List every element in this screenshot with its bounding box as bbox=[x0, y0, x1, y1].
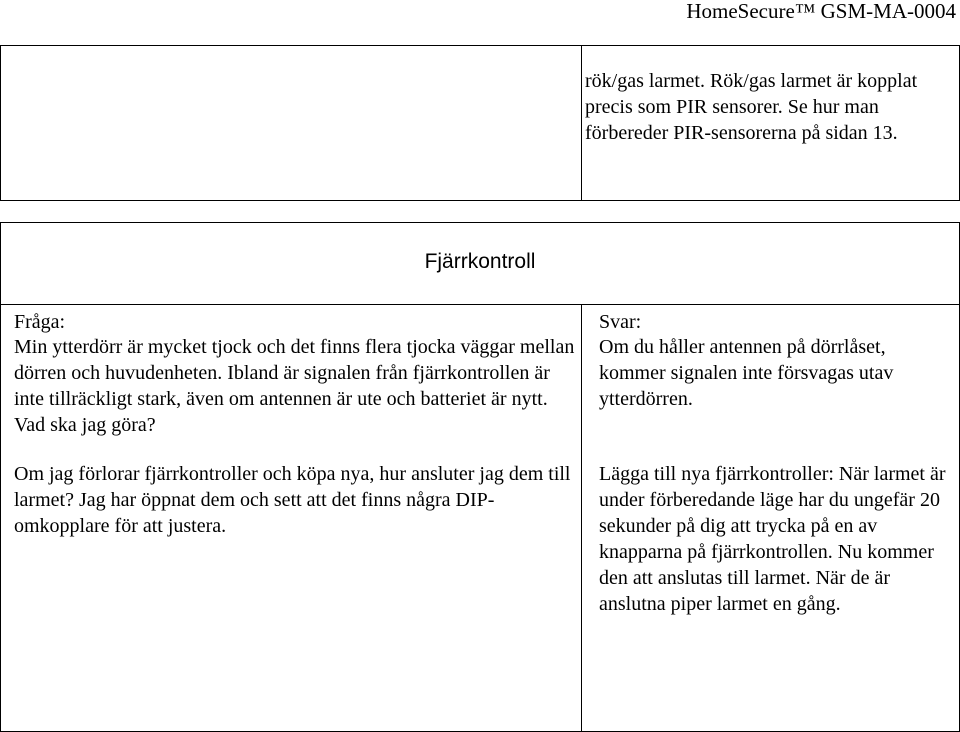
page-header bbox=[0, 0, 960, 40]
answer-1-text: Om du håller antennen på dörrlåset, kommer signalen inte försvagas utav ytterdörren. bbox=[599, 336, 894, 410]
question-1-text: Min ytterdörr är mycket tjock och det finns flera tjocka väggar mellan dörren och huvudenheten. Ibland är signalen från fjärrkontrollen är inte tillräckligt stark, även om antennen är ute och batteriet är nytt. Vad ska jag göra? bbox=[14, 336, 575, 436]
row-divider bbox=[1, 304, 959, 305]
continued-table bbox=[0, 45, 960, 201]
answer-2-text: Lägga till nya fjärrkontroller: När larmet är under förberedande läge har du ungefär 20 sekunder på dig att trycka på en av knapparna på fjärrkontrollen. Nu kommer den att anslutas till larmet. När de är anslutna piper larmet en gång. bbox=[599, 463, 946, 615]
faq-table bbox=[0, 222, 960, 732]
continued-answer-text: rök/gas larmet. Rök/gas larmet är kopplat precis som PIR sensorer. Se hur man förbereder PIR-sensorerna på sidan 13. bbox=[585, 70, 918, 144]
section-title: Fjärrkontroll bbox=[424, 250, 536, 273]
answer-label: Svar: bbox=[599, 311, 642, 333]
column-divider bbox=[581, 304, 582, 731]
document-title: HomeSecure™ GSM-MA-0004 bbox=[686, 0, 956, 23]
question-label: Fråga: bbox=[14, 311, 66, 333]
column-divider bbox=[581, 46, 582, 200]
question-2-text: Om jag förlorar fjärrkontroller och köpa nya, hur ansluter jag dem till larmet? Jag har öppnat dem och sett att det finns några DIP-omkopplare för att justera. bbox=[14, 463, 571, 537]
